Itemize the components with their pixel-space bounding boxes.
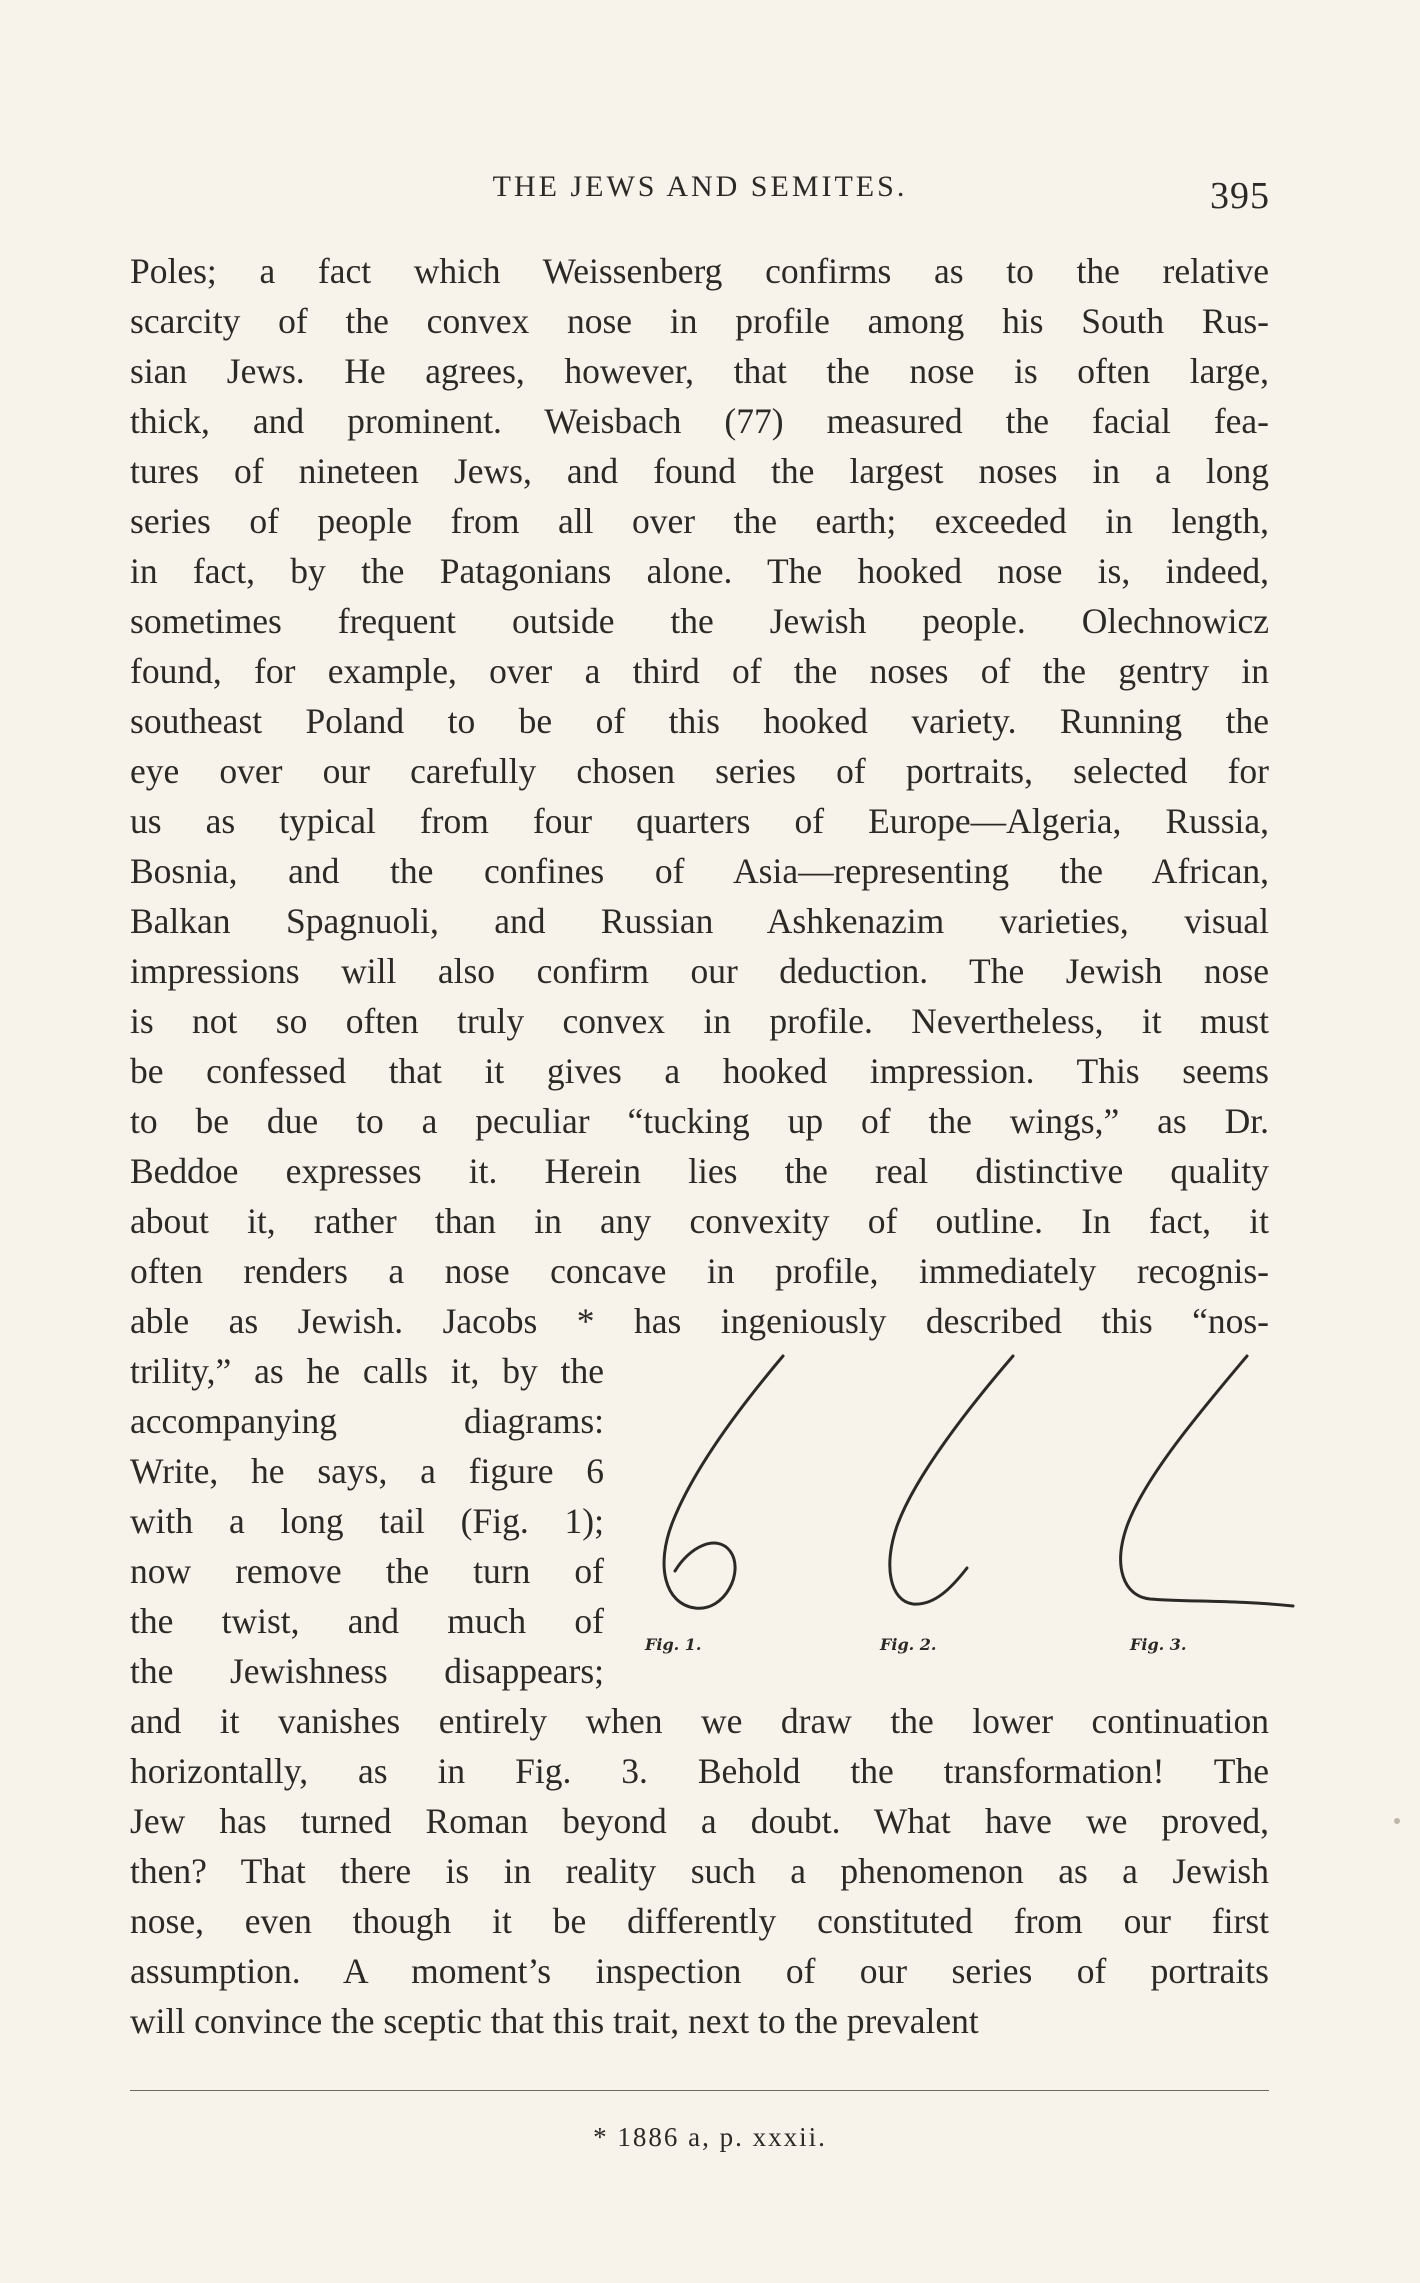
text-line: to be due to a peculiar “tucking up of the wings,” as Dr. <box>130 1101 1269 1141</box>
text-line: Poles; a fact which Weissenberg confirms as to the relative <box>130 251 1269 291</box>
text-line: accompanying diagrams: <box>130 1401 604 1441</box>
figure-2 <box>879 1356 1013 1654</box>
text-line: tures of nineteen Jews, and found the largest noses in a long <box>130 451 1269 491</box>
text-line: trility,” as he calls it, by the <box>130 1351 604 1391</box>
text-line: southeast Poland to be of this hooked variety. Running the <box>130 701 1269 741</box>
text-line: series of people from all over the earth; exceeded in length, <box>130 501 1269 541</box>
paragraph-top <box>130 246 1269 1346</box>
fig-3-label: Fig. 3. <box>1130 1635 1187 1654</box>
running-head <box>130 162 1270 217</box>
text-line: Jew has turned Roman beyond a doubt. What have we proved, <box>130 1801 1269 1841</box>
text-line: about it, rather than in any convexity of outline. In fact, it <box>130 1201 1269 1241</box>
text-line: and it vanishes entirely when we draw the lower continuation <box>130 1701 1269 1741</box>
footnote-rule <box>130 2090 1269 2091</box>
text-line: Balkan Spagnuoli, and Russian Ashkenazim varieties, visual <box>130 901 1269 941</box>
text-line: Write, he says, a figure 6 <box>130 1451 604 1491</box>
text-line: with a long tail (Fig. 1); <box>130 1501 604 1541</box>
text-line: scarcity of the convex nose in profile among his South Rus- <box>130 301 1269 341</box>
text-line: sometimes frequent outside the Jewish people. Olechnowicz <box>130 601 1269 641</box>
text-line: in fact, by the Patagonians alone. The hooked nose is, indeed, <box>130 551 1269 591</box>
text-line: often renders a nose concave in profile, immediately recognis- <box>130 1251 1269 1291</box>
text-line: now remove the turn of <box>130 1551 604 1591</box>
text-line: assumption. A moment’s inspection of our series of portraits <box>130 1951 1269 1991</box>
text-line: be confessed that it gives a hooked impression. This seems <box>130 1051 1269 1091</box>
text-line: us as typical from four quarters of Europe—Algeria, Russia, <box>130 801 1269 841</box>
fig-2-label: Fig. 2. <box>880 1635 937 1654</box>
wrapped-text <box>130 1346 604 1696</box>
text-line: eye over our carefully chosen series of portraits, selected for <box>130 751 1269 791</box>
nose-diagrams <box>635 1346 1380 1666</box>
text-line: sian Jews. He agrees, however, that the nose is often large, <box>130 351 1269 391</box>
figure-1 <box>644 1356 783 1654</box>
paragraph-bottom <box>130 1696 1269 2046</box>
running-title: THE JEWS AND SEMITES. <box>492 170 908 203</box>
text-line: found, for example, over a third of the noses of the gentry in <box>130 651 1269 691</box>
page-number: 395 <box>1210 175 1270 217</box>
text-line: Beddoe expresses it. Herein lies the real distinctive quality <box>130 1151 1269 1191</box>
text-line: then? That there is in reality such a phenomenon as a Jewish <box>130 1851 1269 1891</box>
text-line: impressions will also confirm our deduction. The Jewish nose <box>130 951 1269 991</box>
text-line: Bosnia, and the confines of Asia—representing the African, <box>130 851 1269 891</box>
figure-3 <box>1121 1356 1293 1654</box>
text-line: will convince the sceptic that this trait, next to the prevalent <box>130 2001 979 2041</box>
text-line: nose, even though it be differently constituted from our first <box>130 1901 1269 1941</box>
text-line: the Jewishness disappears; <box>130 1651 604 1691</box>
page-speck <box>1394 1818 1400 1824</box>
footnote: * 1886 a, p. xxxii. <box>593 2122 827 2152</box>
fig-1-label: Fig. 1. <box>645 1635 702 1654</box>
body-text <box>130 246 1269 2046</box>
text-line: the twist, and much of <box>130 1601 604 1641</box>
text-line: able as Jewish. Jacobs * has ingeniously described this “nos- <box>130 1301 1269 1341</box>
text-line: thick, and prominent. Weisbach (77) measured the facial fea- <box>130 401 1269 441</box>
text-line: horizontally, as in Fig. 3. Behold the transformation! The <box>130 1751 1269 1791</box>
text-line: is not so often truly convex in profile. Nevertheless, it must <box>130 1001 1269 1041</box>
figure-wrap-block <box>130 1346 1269 1696</box>
